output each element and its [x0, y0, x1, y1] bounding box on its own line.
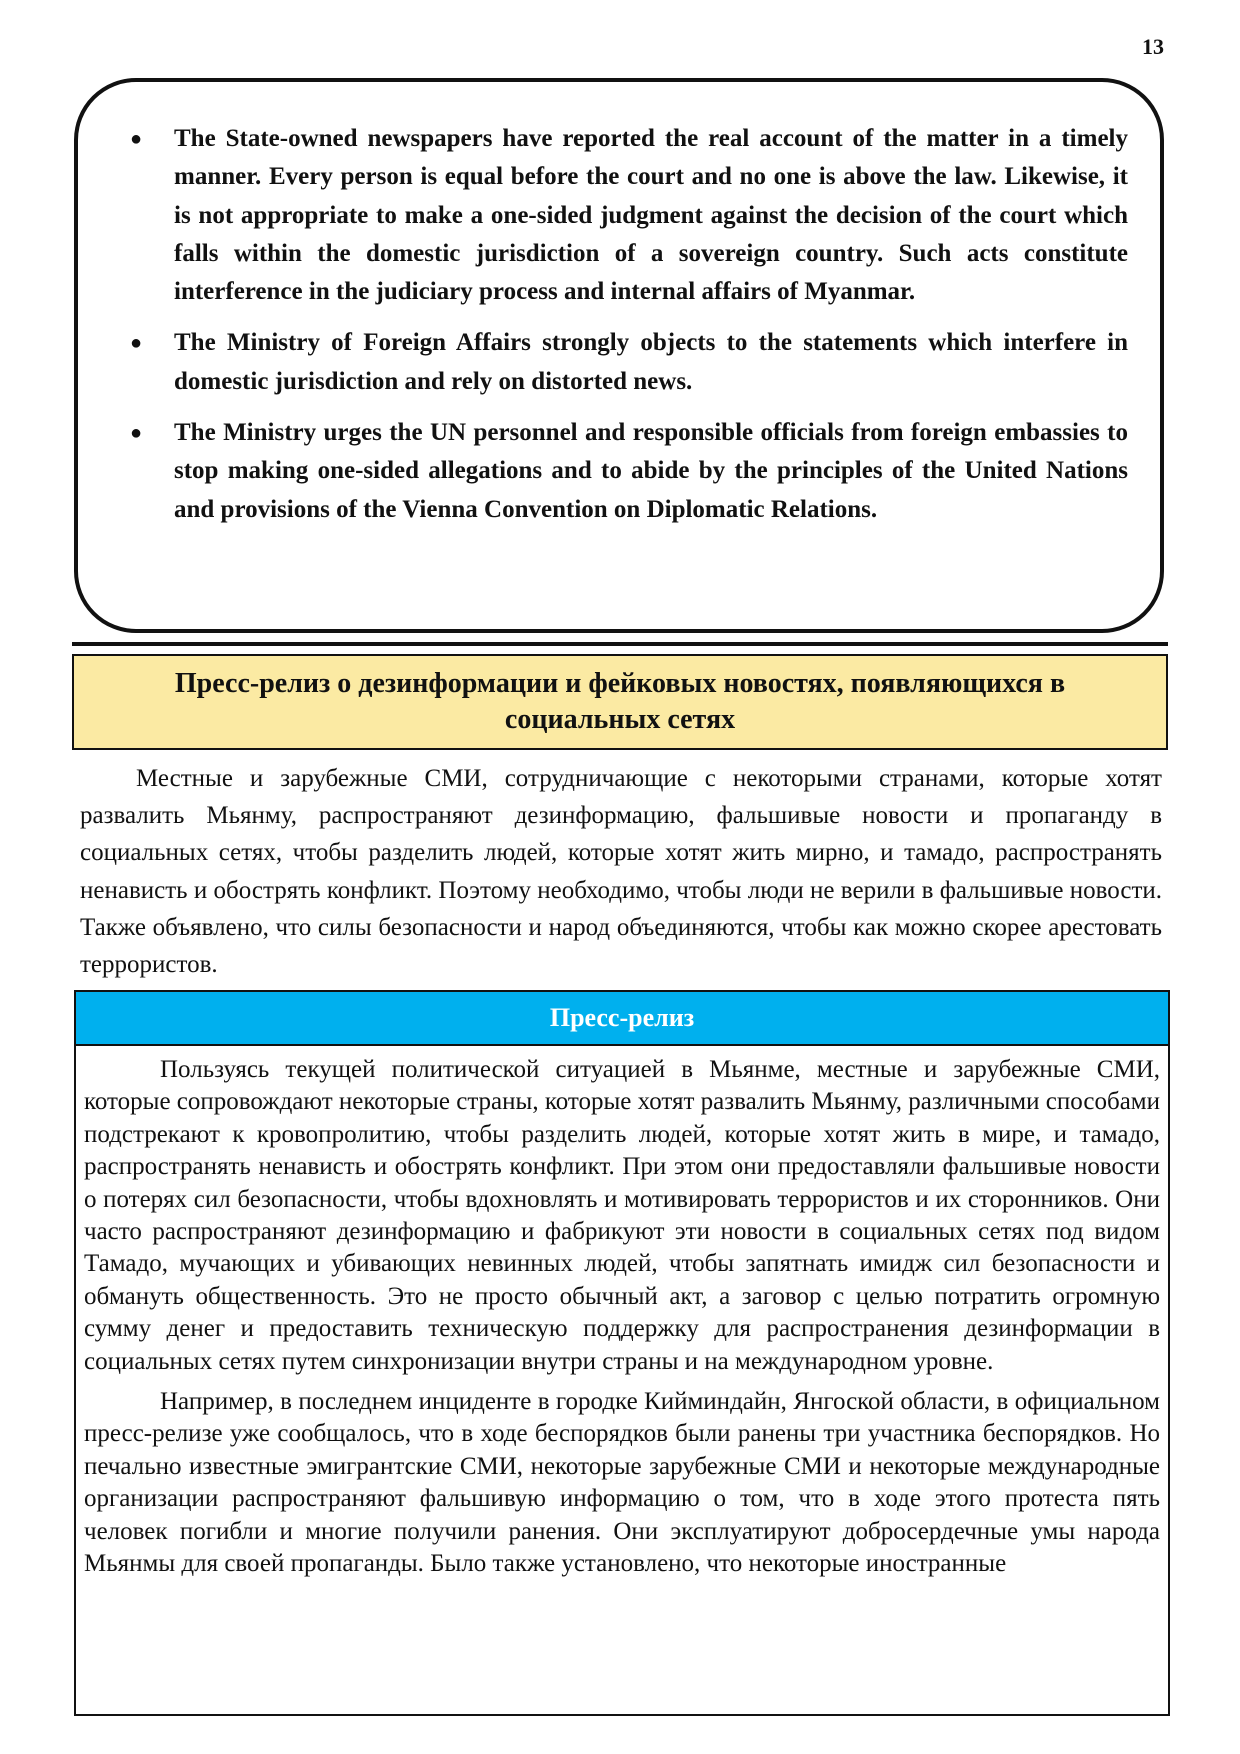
bullet-icon: ●: [130, 128, 143, 150]
press-release-box: [74, 990, 1170, 1716]
statement-bullet-item: [110, 324, 1128, 401]
section-divider: [72, 642, 1168, 646]
press-release-paragraph: Например, в последнем инциденте в городке Кийминдайн, Янгоской области, в официальном пресс-релизе уже сообщалось, что в ходе беспорядков были ранены три участника беспорядков. Но печально известные эмигрантские СМИ, некоторые зарубежные СМИ и некоторые международные организации распространяют фальшивую информацию о том, что в ходе этого протеста пять человек погибли и многие получили ранения. Они эксплуатируют добросердечные умы народа Мьянмы для своей пропаганды. Было также установлено, что некоторые иностранные: [84, 1388, 1160, 1578]
press-release-paragraph: Пользуясь текущей политической ситуацией в Мьянме, местные и зарубежные СМИ, которые сопровождают некоторые страны, которые хотят развалить Мьянму, различными способами подстрекают к кровопролитию, чтобы разделить людей, которые хотят жить в мире, и тамадо, распространять ненависть и обострять конфликт. При этом они предоставляли фальшивые новости о потерях сил безопасности, чтобы вдохновлять и мотивировать террористов и их сторонников. Они часто распространяют дезинформацию и фабрикуют эти новости в социальных сетях под видом Тамадо, мучающих и убивающих невинных людей, чтобы запятнать имидж сил безопасности и обмануть общественность. Это не просто обычный акт, а заговор с целью потратить огромную сумму денег и предоставить техническую поддержку для распространения дезинформации в социальных сетях путем синхронизации внутри страны и на международном уровне.: [84, 1056, 1160, 1375]
bullet-icon: ●: [130, 422, 143, 445]
statement-bullet-item: [110, 120, 1128, 311]
statement-bullet-list: [110, 120, 1128, 529]
page-number: 13: [1142, 34, 1164, 59]
press-release-title: Пресс-релиз: [549, 1003, 695, 1032]
statement-bullet-text: The State-owned newspapers have reported the real account of the matter in a timely manner. Every person is equal before the court and no one is above the law. Likewise, it is not appropriate to make a one-sided judgment against the decision of the court which falls within the domestic jurisdiction of a sovereign country. Such acts constitute interference in the judiciary process and internal affairs of Myanmar.: [174, 125, 1128, 306]
headline-text: Пресс-релиз о дезинформации и фейковых новостях, появляющихся в социальных сетях: [174, 668, 1066, 735]
statement-bullet-item: [110, 414, 1128, 529]
headline-bar: [72, 654, 1168, 750]
bullet-icon: ●: [130, 332, 143, 355]
statement-bullet-text: The Ministry urges the UN personnel and responsible officials from foreign embassies to stop making one-sided allegations and to abide by the principles of the United Nations and provisions of the Vienna Convention on Diplomatic Relations.: [174, 419, 1128, 523]
statement-bullet-text: The Ministry of Foreign Affairs strongly objects to the statements which interfere in domestic jurisdiction and rely on distorted news.: [174, 329, 1128, 395]
intro-paragraph: Местные и зарубежные СМИ, сотрудничающие с некоторыми странами, которые хотят развалить Мьянму, распространяют дезинформацию, фальшивые новости и пропаганду в социальных сетях, чтобы разделить людей, которые хотят жить мирно, и тамадо, распространять ненависть и обострять конфликт. Поэтому необходимо, чтобы люди не верили в фальшивые новости. Также объявлено, что силы безопасности и народ объединяются, чтобы как можно скорее арестовать террористов.: [80, 765, 1162, 979]
statement-box: [74, 78, 1164, 633]
press-release-header: [76, 992, 1168, 1046]
press-release-body: [76, 1046, 1168, 1581]
